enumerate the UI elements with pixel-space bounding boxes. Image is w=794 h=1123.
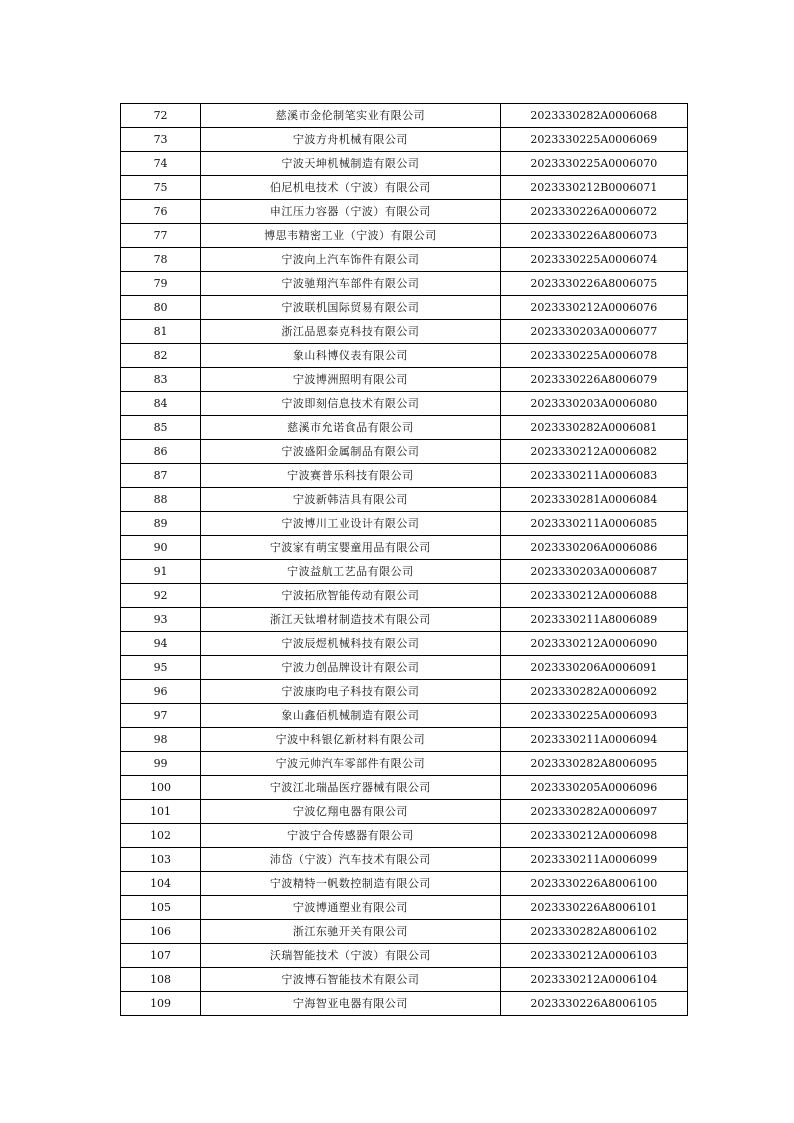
table-row: [121, 608, 688, 632]
company-name-cell: 宁波家有萌宝婴童用品有限公司: [201, 536, 501, 560]
company-name-cell: 宁波博洲照明有限公司: [201, 368, 501, 392]
table-row: [121, 512, 688, 536]
registration-code-cell: 2023330203A0006087: [500, 560, 687, 584]
table-row: [121, 632, 688, 656]
table-row: [121, 440, 688, 464]
company-name-cell: 宁波元帅汽车零部件有限公司: [201, 752, 501, 776]
company-name-cell: 宁波康昀电子科技有限公司: [201, 680, 501, 704]
row-number-cell: 91: [121, 560, 201, 584]
row-number-cell: 108: [121, 968, 201, 992]
company-name-cell: 宁波博石智能技术有限公司: [201, 968, 501, 992]
row-number-cell: 80: [121, 296, 201, 320]
registration-code-cell: 2023330211A0006083: [500, 464, 687, 488]
company-name-cell: 沛岱（宁波）汽车技术有限公司: [201, 848, 501, 872]
company-name-cell: 申江压力容器（宁波）有限公司: [201, 200, 501, 224]
company-name-cell: 宁波新韩洁具有限公司: [201, 488, 501, 512]
company-name-cell: 浙江品恩泰克科技有限公司: [201, 320, 501, 344]
registration-code-cell: 2023330226A0006072: [500, 200, 687, 224]
table-row: [121, 704, 688, 728]
registration-code-cell: 2023330225A0006074: [500, 248, 687, 272]
table-row: [121, 656, 688, 680]
row-number-cell: 109: [121, 992, 201, 1016]
row-number-cell: 86: [121, 440, 201, 464]
row-number-cell: 74: [121, 152, 201, 176]
registration-code-cell: 2023330203A0006077: [500, 320, 687, 344]
company-name-cell: 沃瑞智能技术（宁波）有限公司: [201, 944, 501, 968]
table-row: [121, 920, 688, 944]
row-number-cell: 96: [121, 680, 201, 704]
table-row: [121, 584, 688, 608]
table-row: [121, 128, 688, 152]
table-row: [121, 560, 688, 584]
company-name-cell: 慈溪市允诺食品有限公司: [201, 416, 501, 440]
registration-code-cell: 2023330225A0006078: [500, 344, 687, 368]
table-row: [121, 152, 688, 176]
registration-code-cell: 2023330203A0006080: [500, 392, 687, 416]
registration-code-cell: 2023330211A8006089: [500, 608, 687, 632]
company-name-cell: 宁波中科银亿新材料有限公司: [201, 728, 501, 752]
company-name-cell: 象山科博仪表有限公司: [201, 344, 501, 368]
table-row: [121, 728, 688, 752]
table-row: [121, 368, 688, 392]
registration-code-cell: 2023330212A0006076: [500, 296, 687, 320]
company-name-cell: 宁波精特一帆数控制造有限公司: [201, 872, 501, 896]
registration-code-cell: 2023330212A0006098: [500, 824, 687, 848]
registration-code-cell: 2023330212A0006090: [500, 632, 687, 656]
registration-code-cell: 2023330206A0006091: [500, 656, 687, 680]
company-name-cell: 宁波亿翔电器有限公司: [201, 800, 501, 824]
row-number-cell: 104: [121, 872, 201, 896]
registration-code-cell: 2023330226A8006101: [500, 896, 687, 920]
registration-code-cell: 2023330282A0006097: [500, 800, 687, 824]
registration-code-cell: 2023330206A0006086: [500, 536, 687, 560]
registration-code-cell: 2023330211A0006085: [500, 512, 687, 536]
row-number-cell: 72: [121, 104, 201, 128]
table-row: [121, 320, 688, 344]
row-number-cell: 78: [121, 248, 201, 272]
row-number-cell: 105: [121, 896, 201, 920]
row-number-cell: 106: [121, 920, 201, 944]
registration-code-cell: 2023330212A0006088: [500, 584, 687, 608]
registration-code-cell: 2023330282A8006102: [500, 920, 687, 944]
row-number-cell: 81: [121, 320, 201, 344]
company-name-cell: 浙江东驰开关有限公司: [201, 920, 501, 944]
table-row: [121, 896, 688, 920]
company-name-cell: 宁波即刻信息技术有限公司: [201, 392, 501, 416]
registration-code-cell: 2023330205A0006096: [500, 776, 687, 800]
registration-code-cell: 2023330226A8006105: [500, 992, 687, 1016]
company-name-cell: 宁波天坤机械制造有限公司: [201, 152, 501, 176]
registration-code-cell: 2023330282A0006068: [500, 104, 687, 128]
registration-code-cell: 2023330282A0006092: [500, 680, 687, 704]
table-row: [121, 104, 688, 128]
table-row: [121, 800, 688, 824]
row-number-cell: 76: [121, 200, 201, 224]
table-row: [121, 248, 688, 272]
table-row: [121, 344, 688, 368]
registration-code-cell: 2023330282A0006081: [500, 416, 687, 440]
row-number-cell: 90: [121, 536, 201, 560]
table-row: [121, 176, 688, 200]
company-name-cell: 宁波博川工业设计有限公司: [201, 512, 501, 536]
registration-code-cell: 2023330226A8006075: [500, 272, 687, 296]
company-name-cell: 博思韦精密工业（宁波）有限公司: [201, 224, 501, 248]
row-number-cell: 99: [121, 752, 201, 776]
registration-code-cell: 2023330226A8006079: [500, 368, 687, 392]
company-name-cell: 宁波益航工艺品有限公司: [201, 560, 501, 584]
row-number-cell: 94: [121, 632, 201, 656]
registration-code-cell: 2023330212A0006103: [500, 944, 687, 968]
company-name-cell: 宁波驰翔汽车部件有限公司: [201, 272, 501, 296]
registration-code-cell: 2023330225A0006093: [500, 704, 687, 728]
row-number-cell: 107: [121, 944, 201, 968]
table-row: [121, 968, 688, 992]
company-name-cell: 宁波联机国际贸易有限公司: [201, 296, 501, 320]
table-row: [121, 464, 688, 488]
row-number-cell: 83: [121, 368, 201, 392]
row-number-cell: 82: [121, 344, 201, 368]
table-row: [121, 824, 688, 848]
table-row: [121, 296, 688, 320]
registration-code-cell: 2023330226A8006073: [500, 224, 687, 248]
registration-code-cell: 2023330226A8006100: [500, 872, 687, 896]
table-row: [121, 536, 688, 560]
row-number-cell: 97: [121, 704, 201, 728]
company-name-cell: 象山鑫佰机械制造有限公司: [201, 704, 501, 728]
company-list-table: [120, 103, 688, 1016]
table-row: [121, 272, 688, 296]
table-row: [121, 848, 688, 872]
row-number-cell: 98: [121, 728, 201, 752]
company-name-cell: 宁波向上汽车饰件有限公司: [201, 248, 501, 272]
table-row: [121, 488, 688, 512]
table-row: [121, 680, 688, 704]
company-name-cell: 宁波赛普乐科技有限公司: [201, 464, 501, 488]
table-row: [121, 944, 688, 968]
registration-code-cell: 2023330211A0006094: [500, 728, 687, 752]
registration-code-cell: 2023330225A0006070: [500, 152, 687, 176]
table-row: [121, 776, 688, 800]
company-name-cell: 宁波宁合传感器有限公司: [201, 824, 501, 848]
registration-code-cell: 2023330281A0006084: [500, 488, 687, 512]
registration-code-cell: 2023330212A0006104: [500, 968, 687, 992]
row-number-cell: 85: [121, 416, 201, 440]
registration-code-cell: 2023330282A8006095: [500, 752, 687, 776]
table-body: [121, 104, 688, 1016]
company-name-cell: 伯尼机电技术（宁波）有限公司: [201, 176, 501, 200]
row-number-cell: 103: [121, 848, 201, 872]
row-number-cell: 79: [121, 272, 201, 296]
row-number-cell: 89: [121, 512, 201, 536]
registration-code-cell: 2023330212B0006071: [500, 176, 687, 200]
company-name-cell: 宁波方舟机械有限公司: [201, 128, 501, 152]
row-number-cell: 92: [121, 584, 201, 608]
company-name-cell: 宁波盛阳金属制品有限公司: [201, 440, 501, 464]
row-number-cell: 75: [121, 176, 201, 200]
company-name-cell: 慈溪市金伦制笔实业有限公司: [201, 104, 501, 128]
row-number-cell: 95: [121, 656, 201, 680]
table-row: [121, 992, 688, 1016]
table-row: [121, 752, 688, 776]
company-name-cell: 宁波拓欣智能传动有限公司: [201, 584, 501, 608]
row-number-cell: 101: [121, 800, 201, 824]
table-row: [121, 416, 688, 440]
company-name-cell: 宁波江北瑞晶医疗器械有限公司: [201, 776, 501, 800]
registration-code-cell: 2023330211A0006099: [500, 848, 687, 872]
table-row: [121, 872, 688, 896]
company-name-cell: 宁波博通塑业有限公司: [201, 896, 501, 920]
registration-code-cell: 2023330225A0006069: [500, 128, 687, 152]
row-number-cell: 73: [121, 128, 201, 152]
row-number-cell: 102: [121, 824, 201, 848]
company-name-cell: 浙江天钛增材制造技术有限公司: [201, 608, 501, 632]
company-name-cell: 宁波辰煜机械科技有限公司: [201, 632, 501, 656]
row-number-cell: 88: [121, 488, 201, 512]
row-number-cell: 87: [121, 464, 201, 488]
table-row: [121, 224, 688, 248]
row-number-cell: 84: [121, 392, 201, 416]
company-name-cell: 宁海智亚电器有限公司: [201, 992, 501, 1016]
table-row: [121, 200, 688, 224]
company-name-cell: 宁波力创品牌设计有限公司: [201, 656, 501, 680]
row-number-cell: 77: [121, 224, 201, 248]
row-number-cell: 100: [121, 776, 201, 800]
table-row: [121, 392, 688, 416]
row-number-cell: 93: [121, 608, 201, 632]
registration-code-cell: 2023330212A0006082: [500, 440, 687, 464]
